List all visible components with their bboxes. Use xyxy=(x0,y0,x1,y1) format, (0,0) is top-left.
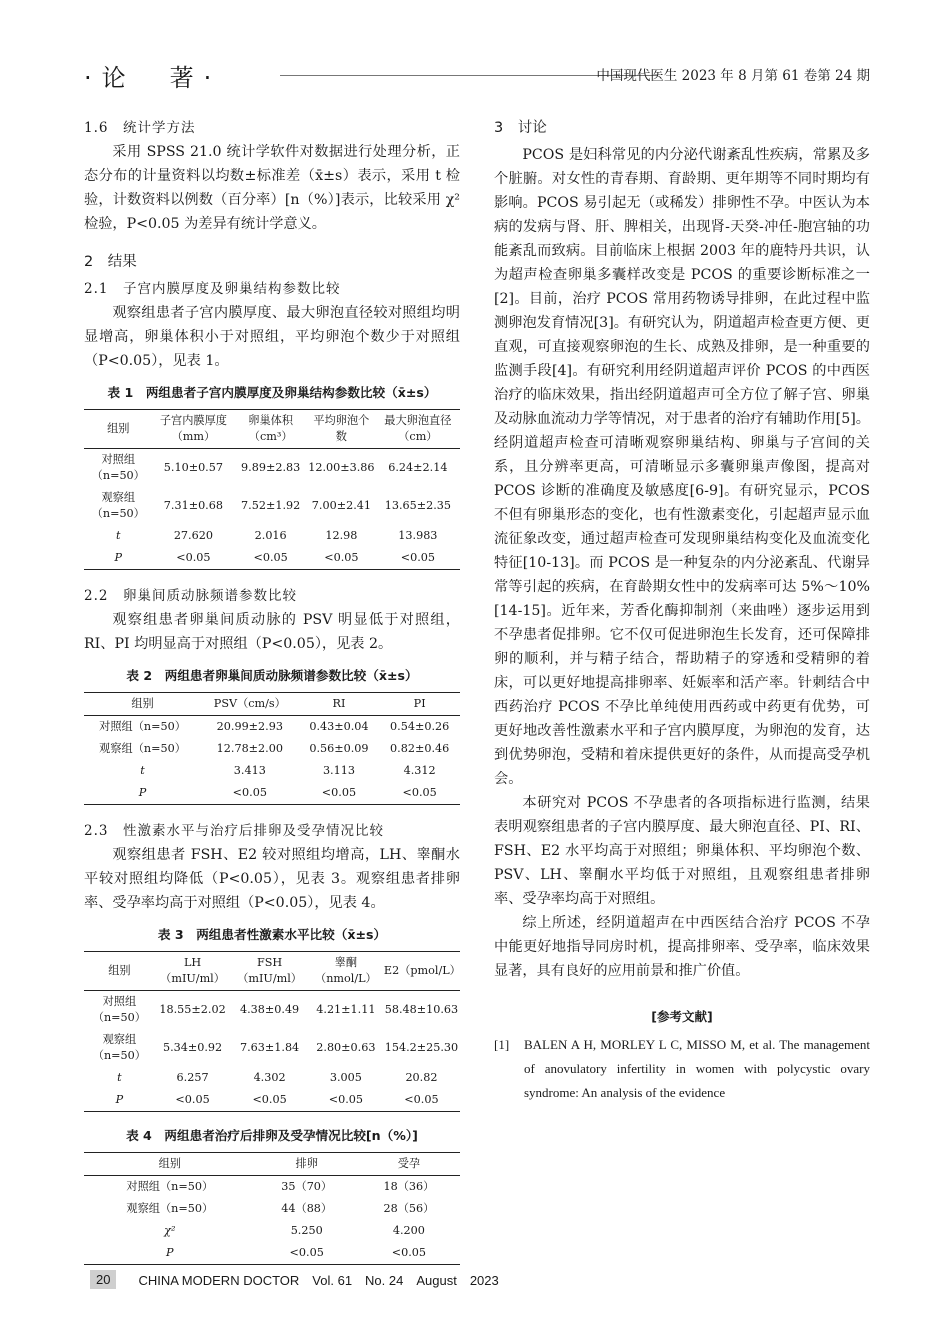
table-row xyxy=(84,782,460,805)
table-header-cell: 组别 xyxy=(84,693,201,716)
table-row xyxy=(84,1067,460,1089)
table-2 xyxy=(84,692,460,805)
table-row xyxy=(84,487,460,525)
table-cell: 3.005 xyxy=(329,1071,362,1084)
table-header-cell: E2（pmol/L） xyxy=(383,952,460,991)
table-cell: <0.05 xyxy=(376,547,460,570)
footer-journal: CHINA MODERN DOCTOR Vol. 61 No. 24 August 2023 xyxy=(138,1273,499,1288)
table-header-cell: PI xyxy=(379,693,460,716)
left-column xyxy=(84,110,460,1265)
table-row xyxy=(84,1198,460,1220)
table-4-caption: 表 4 两组患者治疗后排卵及受孕情况比较[n（%）] xyxy=(126,1128,418,1143)
table-cell: <0.05 xyxy=(230,1089,308,1112)
table-cell: 3.413 xyxy=(233,764,266,777)
table-cell: <0.05 xyxy=(153,547,235,570)
table-header-cell: 受孕 xyxy=(358,1153,460,1176)
table-cell: 4.312 xyxy=(403,764,436,777)
table-cell: 58.48±10.63 xyxy=(384,1003,459,1016)
table-cell: 6.24±2.14 xyxy=(388,461,448,474)
table-cell: 18.55±2.02 xyxy=(159,1003,226,1016)
page-number: 20 xyxy=(90,1270,116,1289)
table-1 xyxy=(84,409,460,570)
table-cell: <0.05 xyxy=(256,1242,358,1265)
table-row xyxy=(84,1220,460,1242)
references-title: [参考文献] xyxy=(651,1009,713,1024)
table-cell: 0.82±0.46 xyxy=(390,742,450,755)
table-row xyxy=(84,738,460,760)
table-cell: 13.65±2.35 xyxy=(384,499,452,512)
table-header-cell: FSH（mIU/ml） xyxy=(230,952,308,991)
table-cell: 12.78±2.00 xyxy=(216,742,283,755)
table-header-cell: 组别 xyxy=(84,410,153,449)
table-cell: 7.31±0.68 xyxy=(163,499,223,512)
table-cell: 12.00±3.86 xyxy=(308,461,375,474)
table-cell: <0.05 xyxy=(309,1089,383,1112)
table-cell: 3.113 xyxy=(322,764,355,777)
section-2-3-title: 2.3 性激素水平与治疗后排卵及受孕情况比较 xyxy=(84,823,384,839)
table-cell: 20.99±2.93 xyxy=(216,720,283,733)
table-cell: 5.250 xyxy=(290,1224,323,1237)
table-header-cell: 睾酮（nmol/L） xyxy=(309,952,383,991)
table-cell: 28（56） xyxy=(383,1202,435,1215)
section-label: ·论 著· xyxy=(84,64,222,92)
table-row xyxy=(84,1176,460,1199)
section-2-3-text: 观察组患者 FSH、E2 较对照组均增高，LH、睾酮水平较对照组均降低（P<0.05），见表 3。观察组患者排卵率、受孕率均高于对照组（P<0.05），见表 4。 xyxy=(84,847,460,911)
table-cell: P xyxy=(84,1242,256,1265)
table-cell: 13.983 xyxy=(398,529,438,542)
table-cell: 对照组（n=50） xyxy=(92,995,146,1024)
table-cell: 2.016 xyxy=(254,529,287,542)
table-cell: 44（88） xyxy=(281,1202,333,1215)
table-cell: 0.56±0.09 xyxy=(309,742,369,755)
table-cell: 7.00±2.41 xyxy=(311,499,371,512)
table-cell: t xyxy=(116,529,121,542)
table-cell: 4.200 xyxy=(392,1224,425,1237)
table-header-cell: 卵巢体积（cm³） xyxy=(234,410,307,449)
section-2-1-title: 2.1 子宫内膜厚度及卵巢结构参数比较 xyxy=(84,281,341,297)
table-cell: t xyxy=(117,1071,122,1084)
discussion-paragraph-2: 本研究对 PCOS 不孕患者的各项指标进行监测，结果表明观察组患者的子宫内膜厚度、最大卵泡直径、PI、RI、FSH、E2 水平均高于对照组；卵巢体积、平均卵泡个数、PSV、LH、睾酮水平均低于对照组，且观察组患者排卵率、受孕率均高于对照组。 xyxy=(494,795,870,907)
table-cell: 0.54±0.26 xyxy=(390,720,450,733)
table-cell: 27.620 xyxy=(173,529,213,542)
table-cell: P xyxy=(84,547,153,570)
table-row xyxy=(84,1029,460,1067)
table-cell: 18（36） xyxy=(383,1180,435,1193)
table-cell: χ² xyxy=(164,1224,176,1237)
table-cell: 12.98 xyxy=(325,529,358,542)
table-header-cell: 排卵 xyxy=(256,1153,358,1176)
table-row xyxy=(84,1089,460,1112)
table-2-caption: 表 2 两组患者卵巢间质动脉频谱参数比较（x̄±s） xyxy=(126,668,418,683)
table-cell: 对照组（n=50） xyxy=(99,720,186,733)
right-column xyxy=(494,110,870,1105)
table-cell: 7.52±1.92 xyxy=(241,499,301,512)
table-1-caption: 表 1 两组患者子宫内膜厚度及卵巢结构参数比较（x̄±s） xyxy=(107,385,437,400)
table-cell: <0.05 xyxy=(299,782,380,805)
table-row xyxy=(84,449,460,488)
table-cell: 观察组（n=50） xyxy=(92,1033,146,1062)
table-cell: 154.2±25.30 xyxy=(384,1041,459,1054)
table-cell: <0.05 xyxy=(307,547,376,570)
table-row xyxy=(84,525,460,547)
table-header-cell: RI xyxy=(299,693,380,716)
section-1-6-text: 采用 SPSS 21.0 统计学软件对数据进行处理分析，正态分布的计量资料以均数±标准差（x̄±s）表示，采用 t 检验，计数资料以例数（百分率）[n（%）]表示，比较采用 χ² 检验，P<0.05 为差异有统计学意义。 xyxy=(84,144,460,232)
table-row xyxy=(84,1242,460,1265)
table-cell: 5.10±0.57 xyxy=(163,461,223,474)
table-cell: 9.89±2.83 xyxy=(241,461,301,474)
table-cell: 观察组（n=50） xyxy=(99,742,186,755)
table-cell: 20.82 xyxy=(405,1071,438,1084)
table-cell: P xyxy=(84,782,201,805)
section-1-6-title: 1.6 统计学方法 xyxy=(84,120,196,136)
table-3-caption: 表 3 两组患者性激素水平比较（x̄±s） xyxy=(157,927,387,942)
table-cell: 7.63±1.84 xyxy=(239,1041,300,1054)
table-header-cell: 子宫内膜厚度（mm） xyxy=(153,410,235,449)
page-footer xyxy=(90,1270,499,1289)
table-cell: <0.05 xyxy=(383,1089,460,1112)
table-cell: P xyxy=(84,1089,155,1112)
table-cell: 4.302 xyxy=(253,1071,286,1084)
table-row xyxy=(84,547,460,570)
section-2-1-text: 观察组患者子宫内膜厚度、最大卵泡直径较对照组均明显增高，卵巢体积小于对照组，平均卵泡个数少于对照组（P<0.05），见表 1。 xyxy=(84,305,460,369)
discussion-paragraph-3: 综上所述，经阴道超声在中西医结合治疗 PCOS 不孕中能更好地指导同房时机，提高排卵率、受孕率，临床效果显著，具有良好的应用前景和推广价值。 xyxy=(494,915,870,979)
table-header-cell: 组别 xyxy=(84,1153,256,1176)
table-row xyxy=(84,716,460,739)
table-cell: 4.38±0.49 xyxy=(239,1003,300,1016)
table-row xyxy=(84,760,460,782)
page-header xyxy=(84,58,870,94)
reference-text: BALEN A H, MORLEY L C, MISSO M, et al. The management of anovulatory infertility in women with polycystic ovary syndrome: An analysis of the evidence xyxy=(524,1037,870,1100)
table-cell: <0.05 xyxy=(155,1089,231,1112)
table-cell: 6.257 xyxy=(176,1071,209,1084)
table-3 xyxy=(84,951,460,1112)
table-cell: t xyxy=(140,764,145,777)
table-header-cell: PSV（cm/s） xyxy=(201,693,299,716)
table-cell: 0.43±0.04 xyxy=(309,720,369,733)
table-cell: <0.05 xyxy=(379,782,460,805)
table-cell: 对照组（n=50） xyxy=(91,453,145,482)
table-header-cell: 最大卵泡直径（cm） xyxy=(376,410,460,449)
table-cell: <0.05 xyxy=(201,782,299,805)
table-cell: 对照组（n=50） xyxy=(126,1180,214,1193)
table-header-cell: LH（mIU/ml） xyxy=(155,952,231,991)
table-cell: 观察组（n=50） xyxy=(91,491,145,520)
journal-info: 中国现代医生 2023 年 8 月第 61 卷第 24 期 xyxy=(596,68,870,84)
table-cell: 5.34±0.92 xyxy=(162,1041,223,1054)
reference-item xyxy=(494,1033,870,1105)
table-cell: 观察组（n=50） xyxy=(126,1202,214,1215)
table-cell: 2.80±0.63 xyxy=(316,1041,376,1054)
table-row xyxy=(84,991,460,1030)
section-3-title: 3 讨论 xyxy=(494,120,547,136)
reference-number: [1] xyxy=(494,1037,510,1052)
section-2-title: 2 结果 xyxy=(84,254,137,270)
table-cell: <0.05 xyxy=(234,547,307,570)
table-cell: <0.05 xyxy=(358,1242,460,1265)
table-4 xyxy=(84,1152,460,1265)
discussion-paragraph-1: PCOS 是妇科常见的内分泌代谢紊乱性疾病，常累及多个脏腑。对女性的青春期、育龄期、更年期等不同时期均有影响。PCOS 易引起无（或稀发）排卵性不孕。中医认为本病的发病与肾、肝、脾相关，出现肾-天癸-冲任-胞宫轴的功能紊乱而致病。目前临床上根据 2003 年的鹿特丹共识，认为超声检查卵巢多囊样改变是 PCOS 的重要诊断标准之一[2]。目前，治疗 PCOS 常用药物诱导排卵，在此过程中监测卵泡发育情况[3]。有研究认为，阴道超声检查更方便、更直观，可直接观察卵泡的生长、成熟及排卵，是一种重要的监测手段[4]。有研究利用经阴道超声评价 PCOS 的中西医治疗的临床效果，指出经阴道超声可全方位了解子宫、卵巢及动脉血流动力学等情况，对于患者的治疗有辅助作用[5]。经阴道超声检查可清晰观察卵巢结构、卵巢与子宫间的关系，且分辨率更高，可清晰显示多囊卵巢声像图，提高对 PCOS 诊断的准确度及敏感度[6-9]。有研究显示，PCOS 不但有卵巢形态的变化，也有性激素变化，引起超声显示血流征象改变，通过超声检查可发现卵巢结构变化及血流变化特征[10-13]。而 PCOS 是一种复杂的内分泌紊乱、代谢异常等引起的疾病，在育龄期女性中的发病率可达 5%～10%[14-15]。近年来，芳香化酶抑制剂（来曲唑）逐步运用到不孕患者促排卵。它不仅可促进卵泡生长发育，还可保障排卵的顺利，并与精子结合，帮助精子的穿透和受精卵的着床，可以更好地提高排卵率、妊娠率和活产率。针刺结合中西药治疗 PCOS 不孕比单纯使用西药或中药更有优势，可更好地改善性激素水平和子宫内膜厚度，为卵泡的发育，达到优势卵泡，受精和着床提供更好的条件，从而提高受孕机会。 xyxy=(494,147,870,787)
section-2-2-text: 观察组患者卵巢间质动脉的 PSV 明显低于对照组，RI、PI 均明显高于对照组（P<0.05），见表 2。 xyxy=(84,612,460,652)
table-header-cell: 平均卵泡个数 xyxy=(307,410,376,449)
table-cell: 35（70） xyxy=(281,1180,333,1193)
table-header-cell: 组别 xyxy=(84,952,155,991)
section-2-2-title: 2.2 卵巢间质动脉频谱参数比较 xyxy=(84,588,297,604)
table-cell: 4.21±1.11 xyxy=(316,1003,376,1016)
